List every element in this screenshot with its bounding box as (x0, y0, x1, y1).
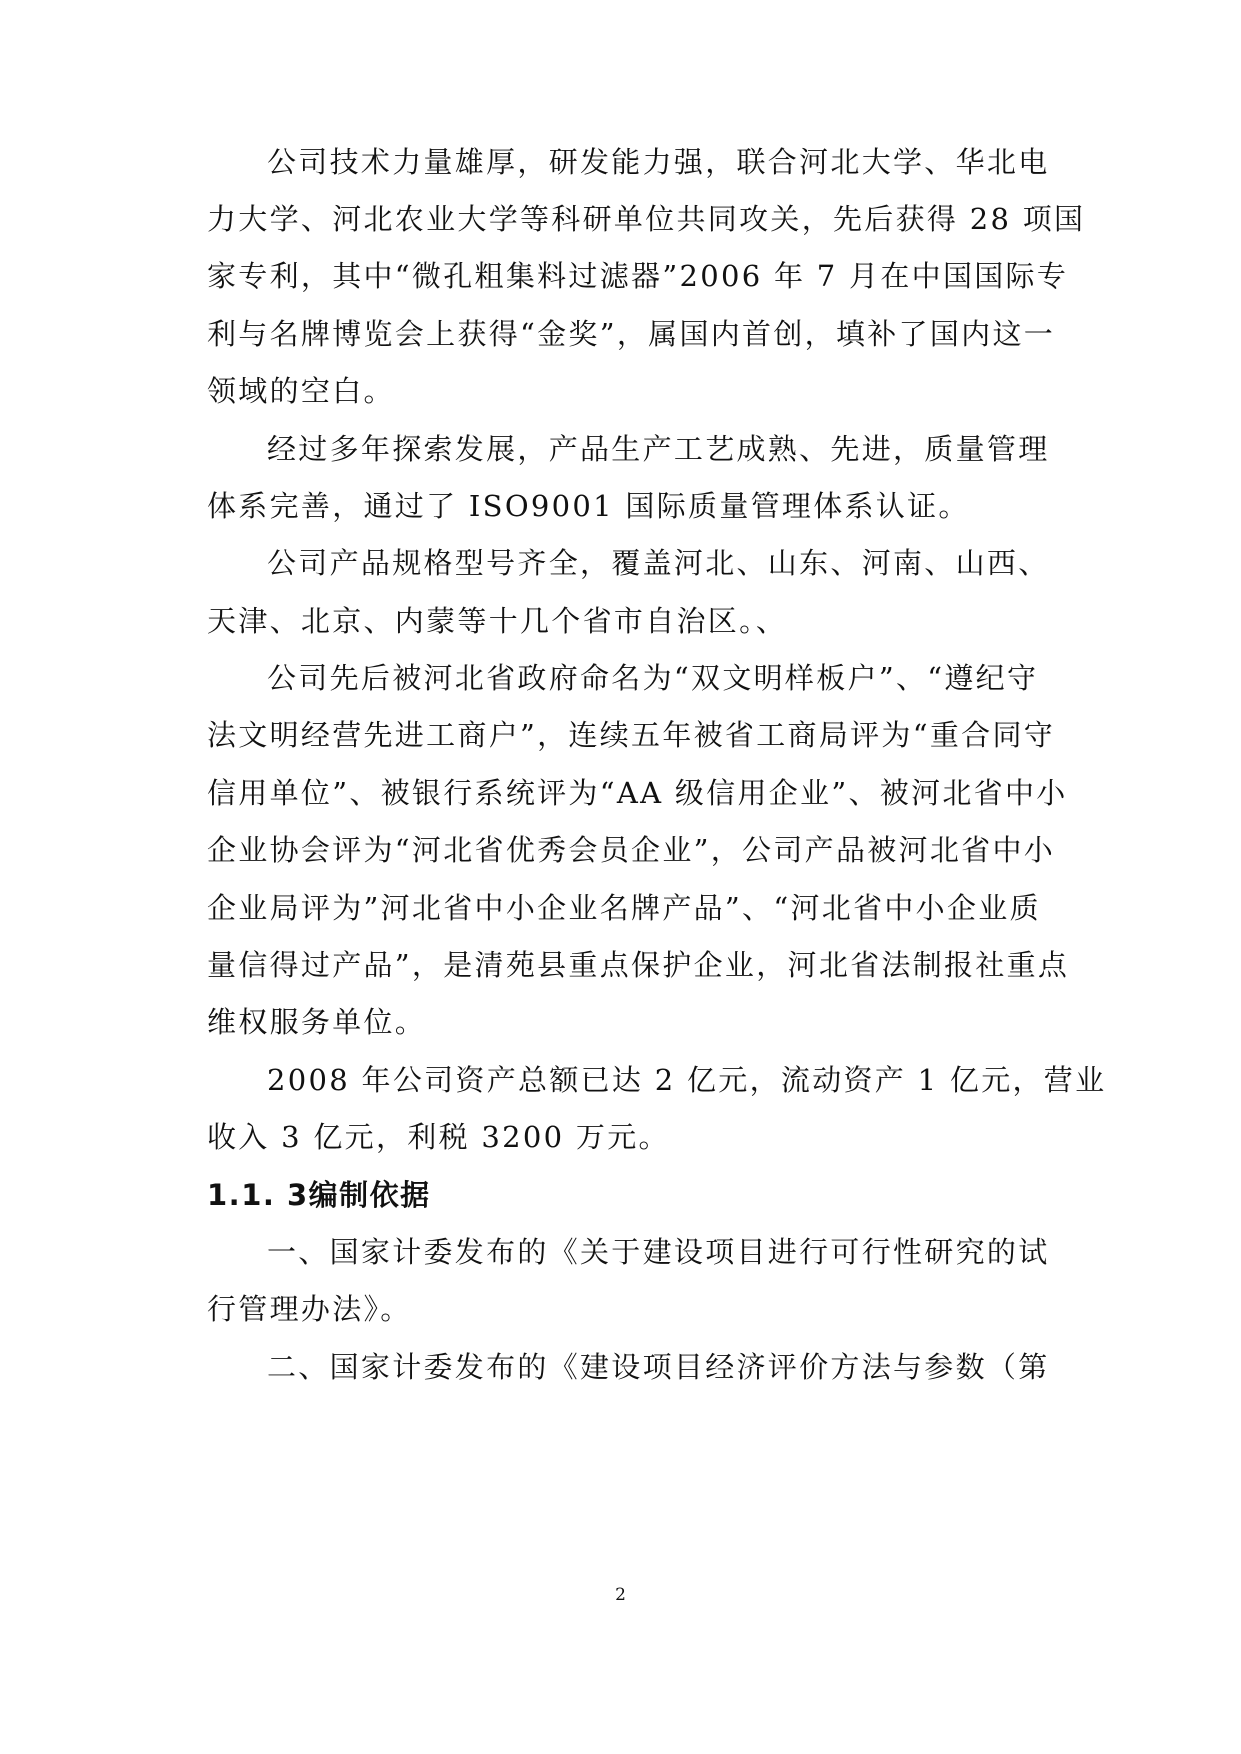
paragraph-line: 二、国家计委发布的《建设项目经济评价方法与参数（第 (267, 1350, 1050, 1384)
paragraph-line: 信用单位”、被银行系统评为“AA 级信用企业”、被河北省中小 (207, 776, 1068, 810)
paragraph-line: 一、国家计委发布的《关于建设项目进行可行性研究的试 (267, 1235, 1050, 1269)
paragraph-line: 公司技术力量雄厚，研发能力强，联合河北大学、华北电 (267, 145, 1050, 179)
section-heading: 1.1. 3编制依据 (207, 1178, 431, 1212)
paragraph-line: 2008 年公司资产总额已达 2 亿元，流动资产 1 亿元，营业 (267, 1063, 1107, 1097)
paragraph-line: 公司产品规格型号齐全，覆盖河北、山东、河南、山西、 (267, 546, 1050, 580)
paragraph-line: 利与名牌博览会上获得“金奖”，属国内首创，填补了国内这一 (207, 317, 1056, 351)
page-number: 2 (615, 1585, 626, 1605)
paragraph-line: 天津、北京、内蒙等十几个省市自治区。、 (207, 604, 788, 638)
paragraph-line: 法文明经营先进工商户”，连续五年被省工商局评为“重合同守 (207, 718, 1056, 752)
paragraph-line: 公司先后被河北省政府命名为“双文明样板户”、“遵纪守 (267, 661, 1039, 695)
paragraph-line: 收入 3 亿元，利税 3200 万元。 (207, 1120, 670, 1154)
paragraph-line: 量信得过产品”，是清苑县重点保护企业，河北省法制报社重点 (207, 948, 1070, 982)
paragraph-line: 经过多年探索发展，产品生产工艺成熟、先进，质量管理 (267, 432, 1050, 466)
paragraph-line: 行管理办法》。 (207, 1292, 412, 1326)
paragraph-line: 企业局评为”河北省中小企业名牌产品”、“河北省中小企业质 (207, 891, 1041, 925)
paragraph-line: 家专利，其中“微孔粗集料过滤器”2006 年 7 月在中国国际专 (207, 259, 1069, 293)
paragraph-line: 体系完善，通过了 ISO9001 国际质量管理体系认证。 (207, 489, 970, 523)
paragraph-line: 领域的空白。 (207, 374, 395, 408)
paragraph-line: 力大学、河北农业大学等科研单位共同攻关，先后获得 28 项国 (207, 202, 1086, 236)
paragraph-line: 企业协会评为“河北省优秀会员企业”，公司产品被河北省中小 (207, 833, 1056, 867)
paragraph-line: 维权服务单位。 (207, 1005, 427, 1039)
